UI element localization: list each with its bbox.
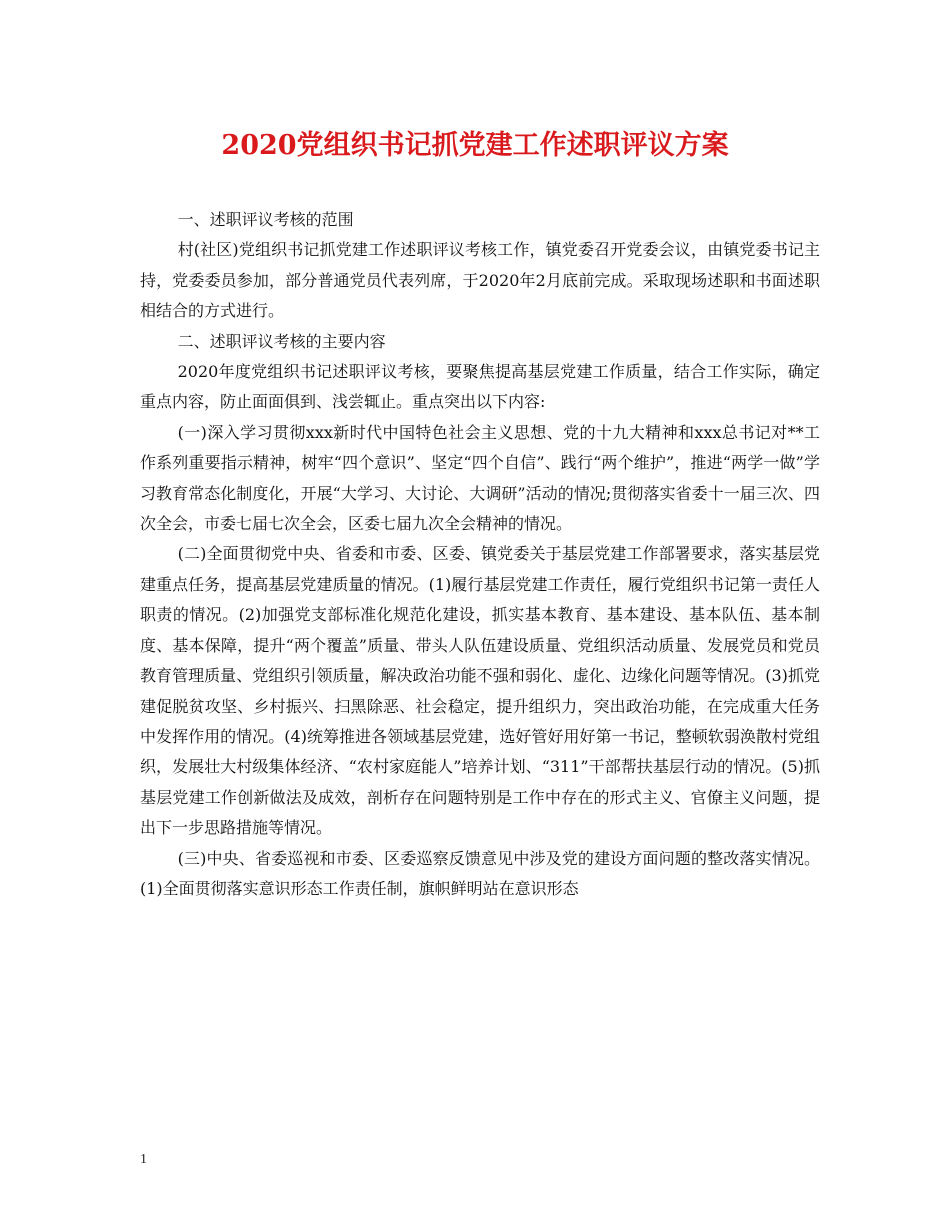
paragraph-item-three: (三)中央、省委巡视和市委、区委巡察反馈意见中涉及党的建设方面问题的整改落实情况。(1)全面贯彻落实意识形态工作责任制，旗帜鲜明站在意识形态: [140, 848, 820, 898]
section-heading-content: 二、述职评议考核的主要内容: [177, 331, 386, 351]
page-number: 1: [140, 1152, 147, 1167]
paragraph-scope: 村(社区)党组织书记抓党建工作述职评议考核工作，镇党委召开党委会议，由镇党委书记主持，党委委员参加，部分普通党员代表列席，于2020年2月底前完成。采取现场述职和书面述职相结合的方式进行。: [140, 240, 820, 321]
paragraph-item-one: (一)深入学习贯彻xxx新时代中国特色社会主义思想、党的十九大精神和xxx总书记对**工作系列重要指示精神，树牢“四个意识”、坚定“四个自信”、践行“两个维护”，推进“两学一做”学习教育常态化制度化，开展“大学习、大讨论、大调研”活动的情况;贯彻落实省委十一届三次、四次全会，市委七届七次全会，区委七届九次全会精神的情况。: [140, 422, 820, 534]
paragraph-item-two: (二)全面贯彻党中央、省委和市委、区委、镇党委关于基层党建工作部署要求，落实基层党建重点任务，提高基层党建质量的情况。(1)履行基层党建工作责任，履行党组织书记第一责任人职责的情况。(2)加强党支部标准化规范化建设，抓实基本教育、基本建设、基本队伍、基本制度、基本保障，提升“两个覆盖”质量、带头人队伍建设质量、党组织活动质量、发展党员和党员教育管理质量、党组织引领质量，解决政治功能不强和弱化、虚化、边缘化问题等情况。(3)抓党建促脱贫攻坚、乡村振兴、扫黑除恶、社会稳定，提升组织力，突出政治功能，在完成重大任务中发挥作用的情况。(4)统筹推进各领域基层党建，选好管好用好第一书记，整顿软弱涣散村党组织，发展壮大村级集体经济、“农村家庭能人”培养计划、“311”干部帮扶基层行动的情况。(5)抓基层党建工作创新做法及成效，剖析存在问题特别是工作中存在的形式主义、官僚主义问题，提出下一步思路措施等情况。: [140, 544, 820, 838]
paragraph-content-intro: 2020年度党组织书记述职评议考核，要聚焦提高基层党建工作质量，结合工作实际，确定重点内容，防止面面俱到、浅尝辄止。重点突出以下内容:: [140, 362, 820, 412]
section-heading-scope: 一、述职评议考核的范围: [177, 210, 354, 229]
document-title: 2020党组织书记抓党建工作述职评议方案: [221, 130, 729, 161]
document-body: [140, 205, 820, 904]
